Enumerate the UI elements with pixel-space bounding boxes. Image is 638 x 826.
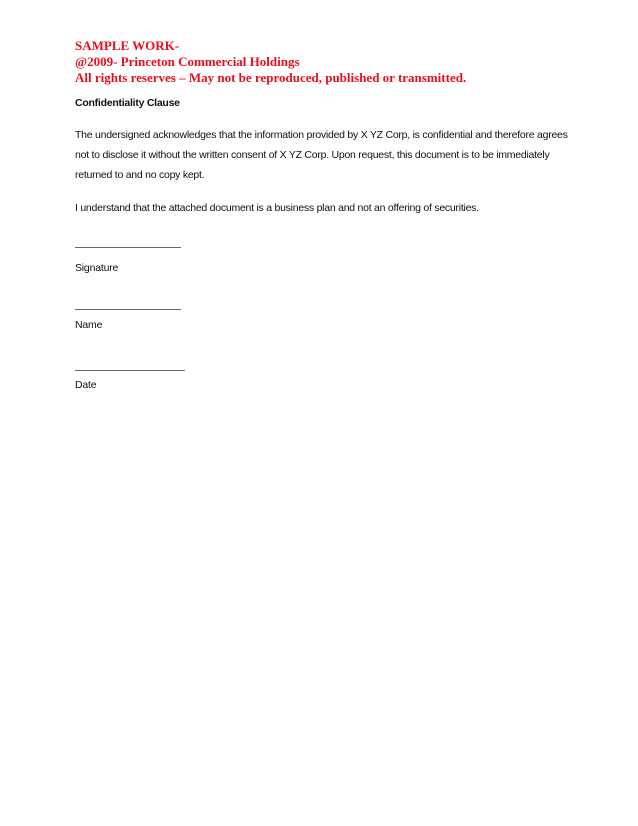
sample-work-title: SAMPLE WORK-: [75, 38, 180, 53]
sample-work-header: [75, 38, 466, 86]
rights-notice: All rights reserves – May not be reproduced, published or transmitted.: [75, 70, 467, 85]
name-label: Name: [75, 319, 103, 331]
name-line: [75, 309, 181, 310]
date-label: Date: [75, 379, 97, 391]
clause-title: Confidentiality Clause: [75, 97, 180, 109]
business-plan-statement: I understand that the attached document is a business plan and not an offering of securities.: [75, 202, 479, 214]
signature-line: [75, 247, 181, 248]
confidentiality-paragraph: The undersigned acknowledges that the information provided by X YZ Corp, is confidential and therefore agrees not to disclose it without the written consent of X YZ Corp. Upon request, this document is to be immediately returned to and no copy kept.: [75, 129, 568, 181]
copyright-line: @2009- Princeton Commercial Holdings: [75, 54, 300, 69]
date-line: [75, 370, 185, 371]
signature-label: Signature: [75, 262, 119, 274]
